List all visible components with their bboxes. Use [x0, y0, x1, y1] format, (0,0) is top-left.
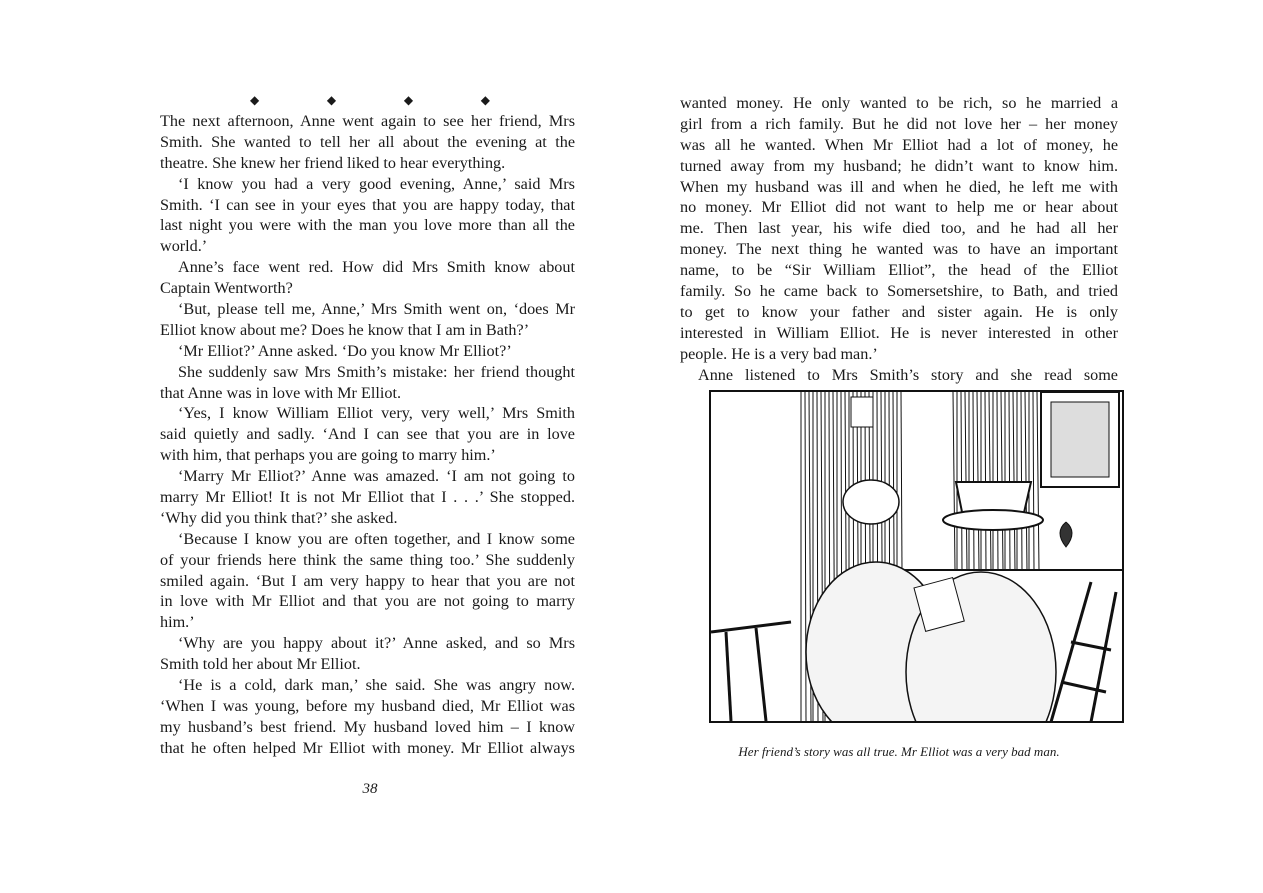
- text-line: ‘Yes, I know William Elliot very, very well,’ Mrs Smith: [178, 404, 575, 423]
- illustration-drawing: [711, 392, 1122, 721]
- page-number: 38: [362, 781, 378, 797]
- paragraph: [160, 466, 575, 529]
- text-line: interested in William Elliot. He is never interested in other: [680, 323, 1118, 342]
- paragraph: [160, 299, 575, 341]
- text-line: smiled again. ‘But I am very happy to hear that you are not: [160, 571, 575, 590]
- text-line: him.’: [160, 613, 195, 632]
- left-page-text: [160, 111, 575, 759]
- text-line: that he often helped Mr Elliot with money. Mr Elliot always: [160, 738, 575, 757]
- paragraph: [160, 529, 575, 633]
- text-line: that Anne was in love with Mr Elliot.: [160, 383, 401, 402]
- text-line: ‘I know you had a very good evening, Anne,’ said Mrs: [178, 174, 575, 193]
- diamond-ornament: ◆: [250, 93, 260, 107]
- paragraph: [160, 675, 575, 759]
- text-line: She suddenly saw Mrs Smith’s mistake: her friend thought: [178, 362, 575, 381]
- text-line: me. Then last year, his wife died too, and he had all her: [680, 219, 1118, 238]
- text-line: said quietly and sadly. ‘And I can see that you are in love: [160, 425, 575, 444]
- illustration-two-women-reading-letter: [709, 390, 1124, 723]
- text-line: ‘Why are you happy about it?’ Anne asked, and so Mrs: [178, 634, 575, 653]
- text-line: ‘But, please tell me, Anne,’ Mrs Smith went on, ‘does Mr: [178, 300, 575, 319]
- text-line: Smith told her about Mr Elliot.: [160, 655, 361, 674]
- text-line: Smith. She wanted to tell her all about the evening at the: [160, 132, 575, 151]
- paragraph: [160, 362, 575, 404]
- text-line: ‘When I was young, before my husband died, Mr Elliot was: [160, 696, 575, 715]
- text-line: no money. Mr Elliot did not want to help me or hear about: [680, 198, 1118, 217]
- text-line: ‘Because I know you are often together, and I know some: [178, 529, 575, 548]
- text-line: to get to know your father and sister again. He is only: [680, 302, 1118, 321]
- text-line: Captain Wentworth?: [160, 279, 293, 298]
- text-line: Smith. ‘I can see in your eyes that you are happy today, that: [160, 195, 575, 214]
- text-line: girl from a rich family. But he did not love her – her money: [680, 114, 1118, 133]
- diamond-ornament: ◆: [326, 93, 337, 107]
- paragraph: [160, 403, 575, 466]
- text-line: ‘Why did you think that?’ she asked.: [160, 508, 398, 527]
- text-line: name, to be “Sir William Elliot”, the head of the Elliot: [680, 261, 1118, 280]
- text-line: was all he wanted. When Mr Elliot had a lot of money, he: [680, 135, 1118, 154]
- text-line: of your friends here think the same thing too.’ She suddenly: [160, 550, 575, 569]
- text-line: people. He is a very bad man.’: [680, 344, 878, 363]
- text-line: in love with Mr Elliot and that you are not going to marry: [160, 592, 575, 611]
- text-line: The next afternoon, Anne went again to see her friend, Mrs: [160, 112, 575, 130]
- paragraph: [160, 111, 575, 174]
- right-page-text: [680, 93, 1118, 385]
- text-line: money. The next thing he wanted was to have an important: [680, 240, 1118, 259]
- diamond-ornament: ◆: [480, 93, 490, 107]
- text-line: wanted money. He only wanted to be rich, so he married a: [680, 94, 1118, 112]
- text-line: ‘Marry Mr Elliot?’ Anne was amazed. ‘I am not going to: [178, 467, 575, 486]
- text-line: with him, that perhaps you are going to marry him.’: [160, 446, 496, 465]
- paragraph: [160, 257, 575, 299]
- text-line: Elliot know about me? Does he know that I am in Bath?’: [160, 320, 530, 339]
- paragraph: [680, 93, 1118, 365]
- section-separator: [250, 93, 490, 108]
- text-line: last night you were with the man you love more than all the: [160, 216, 575, 235]
- text-line: world.’: [160, 237, 208, 256]
- text-line: family. So he came back to Somersetshire, to Bath, and tried: [680, 282, 1118, 301]
- text-line: my husband’s best friend. My husband loved him – I know: [160, 717, 575, 736]
- text-line: When my husband was ill and when he died, he left me with: [680, 177, 1118, 196]
- paragraph: [160, 341, 575, 362]
- paragraph: [160, 174, 575, 258]
- text-line: ‘He is a cold, dark man,’ she said. She was angry now.: [178, 676, 575, 695]
- text-line: marry Mr Elliot! It is not Mr Elliot that I . . .’ She stopped.: [160, 488, 575, 507]
- paragraph: [160, 633, 575, 675]
- illustration-caption: Her friend’s story was all true. Mr Elliot was a very bad man.: [738, 744, 1060, 759]
- text-line: ‘Mr Elliot?’ Anne asked. ‘Do you know Mr Elliot?’: [178, 341, 512, 360]
- paragraph: [680, 365, 1118, 386]
- text-line: Anne’s face went red. How did Mrs Smith know about: [178, 258, 575, 277]
- text-line: theatre. She knew her friend liked to hear everything.: [160, 153, 506, 172]
- text-line: turned away from my husband; he didn’t want to know him.: [680, 156, 1118, 175]
- text-line: Anne listened to Mrs Smith’s story and she read some: [698, 365, 1118, 384]
- diamond-ornament: ◆: [403, 93, 414, 107]
